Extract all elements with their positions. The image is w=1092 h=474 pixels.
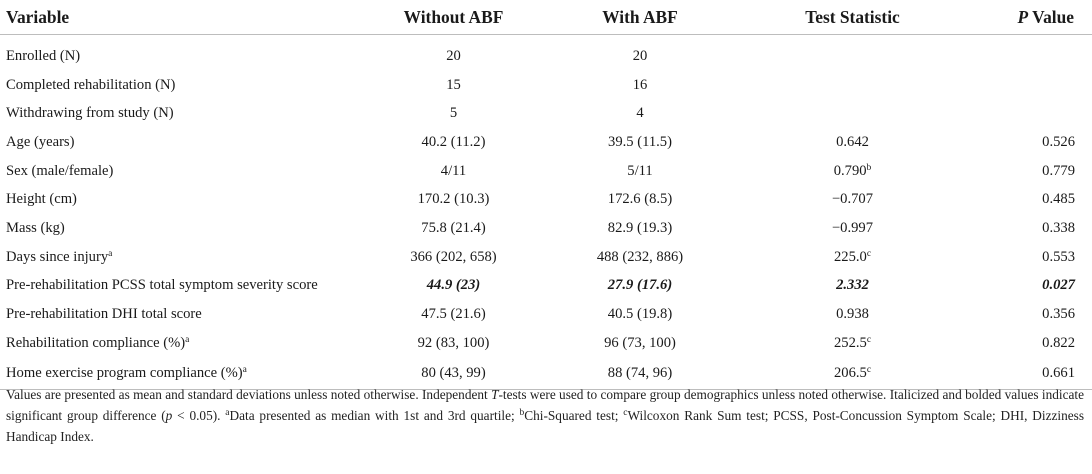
cell-p-value-value: 0.553 (1042, 248, 1075, 265)
cell-test-statistic-value: −0.997 (831, 219, 874, 236)
cell-variable-footnote-mark: a (185, 334, 190, 345)
cell-with-abf (547, 214, 733, 243)
cell-p-value (934, 128, 1092, 157)
cell-p-value-value: 0.356 (1042, 306, 1075, 323)
cell-without-abf (360, 300, 547, 329)
cell-variable-value: Sex (male/female) (6, 162, 114, 179)
cell-variable (0, 99, 360, 128)
table-row (0, 329, 1092, 358)
header-without-abf: Without ABF (360, 0, 547, 35)
cell-variable-value: Pre-rehabilitation PCSS total symptom severity score (6, 277, 318, 294)
cell-without-abf (360, 157, 547, 186)
cell-with-abf (547, 99, 733, 128)
table-row (0, 71, 1092, 100)
cell-variable (0, 300, 360, 329)
footnote-text-3: < 0.05). (172, 408, 226, 423)
cell-variable (0, 35, 360, 71)
cell-with-abf-value: 172.6 (8.5) (607, 191, 673, 208)
cell-with-abf-value: 96 (73, 100) (604, 334, 676, 351)
cell-without-abf-value: 4/11 (440, 162, 467, 179)
footnote-p: p (165, 408, 173, 423)
cell-p-value (934, 71, 1092, 100)
cell-variable (0, 329, 360, 358)
header-p-value (934, 0, 1092, 35)
footnote-sup-a: a (225, 408, 230, 418)
table-row (0, 185, 1092, 214)
cell-p-value (934, 214, 1092, 243)
footnote-text-1: Values are presented as mean and standard deviations unless noted otherwise. Independent (6, 387, 492, 402)
cell-variable-footnote-mark: a (108, 248, 113, 259)
cell-without-abf (360, 71, 547, 100)
cell-without-abf-value: 75.8 (21.4) (421, 219, 486, 236)
cell-without-abf (360, 35, 547, 71)
cell-test-statistic (733, 185, 934, 214)
cell-variable (0, 185, 360, 214)
cell-with-abf (547, 128, 733, 157)
table-body (0, 35, 1092, 390)
header-p-letter: P (1017, 6, 1029, 27)
cell-test-statistic (733, 300, 934, 329)
cell-with-abf-value: 39.5 (11.5) (608, 133, 672, 150)
cell-p-value (934, 329, 1092, 358)
table-row (0, 128, 1092, 157)
cell-p-value-value: 0.661 (1042, 364, 1075, 381)
cell-test-statistic (733, 71, 934, 100)
cell-without-abf (360, 99, 547, 128)
footnote-text-4: Data presented as median with 1st and 3rd quartile; (229, 408, 520, 423)
table-row (0, 99, 1092, 128)
cell-variable-value: Withdrawing from study (N) (6, 105, 174, 122)
cell-test-statistic-value: 0.790 (833, 162, 867, 179)
table-row (0, 300, 1092, 329)
cell-variable-value: Days since injury (6, 248, 109, 265)
cell-test-statistic-footnote-mark: b (866, 162, 872, 173)
cell-test-statistic-value: 252.5 (833, 334, 867, 351)
cell-with-abf (547, 157, 733, 186)
cell-p-value (934, 243, 1092, 272)
cell-variable-value: Height (cm) (6, 191, 77, 208)
cell-without-abf-value: 40.2 (11.2) (421, 133, 486, 150)
cell-test-statistic (733, 243, 934, 272)
cell-variable (0, 243, 360, 272)
cell-test-statistic-value: 2.332 (836, 277, 869, 294)
footnote-sup-b: b (519, 408, 525, 418)
cell-test-statistic-value: 206.5 (833, 364, 867, 381)
cell-without-abf (360, 128, 547, 157)
cell-without-abf-value: 366 (202, 658) (410, 248, 497, 265)
cell-test-statistic (733, 157, 934, 186)
cell-test-statistic-footnote-mark: c (866, 334, 872, 345)
cell-with-abf (547, 71, 733, 100)
cell-test-statistic-value: −0.707 (831, 191, 874, 208)
cell-with-abf-value: 20 (632, 47, 648, 64)
cell-with-abf-value: 5/11 (627, 162, 653, 179)
table-row (0, 272, 1092, 301)
cell-p-value-value: 0.822 (1042, 334, 1075, 351)
footnote-text-6: Wilcoxon Rank Sum test; PCSS, Post-Concussion Symptom Scale; DHI, Dizziness Handicap Index. (6, 408, 1084, 444)
header-test-statistic: Test Statistic (733, 0, 934, 35)
cell-without-abf-value: 5 (449, 105, 458, 122)
header-p-word: Value (1032, 6, 1074, 27)
cell-with-abf-value: 16 (632, 76, 648, 93)
cell-p-value (934, 99, 1092, 128)
cell-variable-value: Completed rehabilitation (N) (6, 76, 176, 93)
cell-with-abf-value: 488 (232, 886) (596, 248, 684, 265)
cell-with-abf (547, 243, 733, 272)
cell-with-abf-value: 4 (636, 105, 644, 122)
cell-with-abf (547, 272, 733, 301)
cell-test-statistic (733, 128, 934, 157)
footnote-text-2: -tests were used to compare group demographics unless noted otherwise. Italicized and bolded values indicate significant group difference ( (6, 387, 1084, 423)
footnote-t: T (491, 387, 499, 402)
cell-without-abf-value: 15 (446, 76, 461, 93)
cell-variable-value: Home exercise program compliance (%) (6, 364, 243, 381)
cell-test-statistic-footnote-mark: c (866, 248, 872, 259)
cell-with-abf (547, 300, 733, 329)
footnote-sup-c: c (623, 408, 628, 418)
cell-variable (0, 157, 360, 186)
cell-without-abf-value: 44.9 (23) (426, 277, 481, 294)
cell-without-abf (360, 185, 547, 214)
cell-test-statistic-value: 0.938 (836, 306, 869, 323)
cell-test-statistic (733, 35, 934, 71)
cell-p-value (934, 185, 1092, 214)
cell-test-statistic-value: 0.642 (836, 133, 869, 150)
table-footnote (6, 384, 1084, 447)
cell-without-abf (360, 214, 547, 243)
table-row (0, 157, 1092, 186)
cell-p-value (934, 35, 1092, 71)
cell-variable (0, 214, 360, 243)
header-variable: Variable (0, 0, 360, 35)
cell-test-statistic (733, 99, 934, 128)
cell-p-value (934, 157, 1092, 186)
cell-variable-value: Mass (kg) (6, 219, 65, 236)
cell-variable-value: Age (years) (6, 133, 75, 150)
header-with-abf: With ABF (547, 0, 733, 35)
cell-p-value-value: 0.485 (1042, 191, 1075, 208)
cell-variable (0, 71, 360, 100)
cell-with-abf (547, 329, 733, 358)
cell-variable-value: Rehabilitation compliance (%) (6, 334, 186, 351)
cell-test-statistic (733, 214, 934, 243)
cell-without-abf (360, 329, 547, 358)
cell-test-statistic-footnote-mark: c (866, 364, 872, 375)
cell-with-abf-value: 40.5 (19.8) (607, 306, 673, 323)
cell-with-abf-value: 82.9 (19.3) (607, 219, 673, 236)
cell-without-abf-value: 170.2 (10.3) (417, 191, 490, 208)
cell-test-statistic-value: 225.0 (833, 248, 867, 265)
cell-variable-value: Enrolled (N) (6, 47, 81, 64)
cell-with-abf (547, 35, 733, 71)
cell-p-value-value: 0.526 (1042, 133, 1075, 150)
cell-with-abf-value: 27.9 (17.6) (607, 277, 673, 294)
cell-test-statistic (733, 272, 934, 301)
cell-with-abf (547, 185, 733, 214)
table-header-row (0, 0, 1092, 35)
cell-variable (0, 128, 360, 157)
cell-variable-footnote-mark: a (242, 364, 247, 375)
cell-p-value-value: 0.779 (1042, 162, 1075, 179)
table-row (0, 243, 1092, 272)
table-row (0, 214, 1092, 243)
cell-p-value-value: 0.338 (1042, 219, 1075, 236)
cell-without-abf-value: 20 (446, 47, 461, 64)
cell-without-abf-value: 47.5 (21.6) (421, 306, 486, 323)
cell-without-abf (360, 243, 547, 272)
cell-without-abf-value: 92 (83, 100) (417, 334, 490, 351)
cell-without-abf (360, 272, 547, 301)
cell-p-value (934, 300, 1092, 329)
cell-p-value-value: 0.027 (1042, 277, 1075, 294)
cell-variable-value: Pre-rehabilitation DHI total score (6, 306, 202, 323)
table-row (0, 35, 1092, 71)
cell-with-abf-value: 88 (74, 96) (607, 364, 673, 381)
cell-variable (0, 272, 360, 301)
cell-p-value (934, 272, 1092, 301)
cell-test-statistic (733, 329, 934, 358)
cell-without-abf-value: 80 (43, 99) (421, 364, 486, 381)
footnote-text-5: Chi-Squared test; (524, 408, 624, 423)
